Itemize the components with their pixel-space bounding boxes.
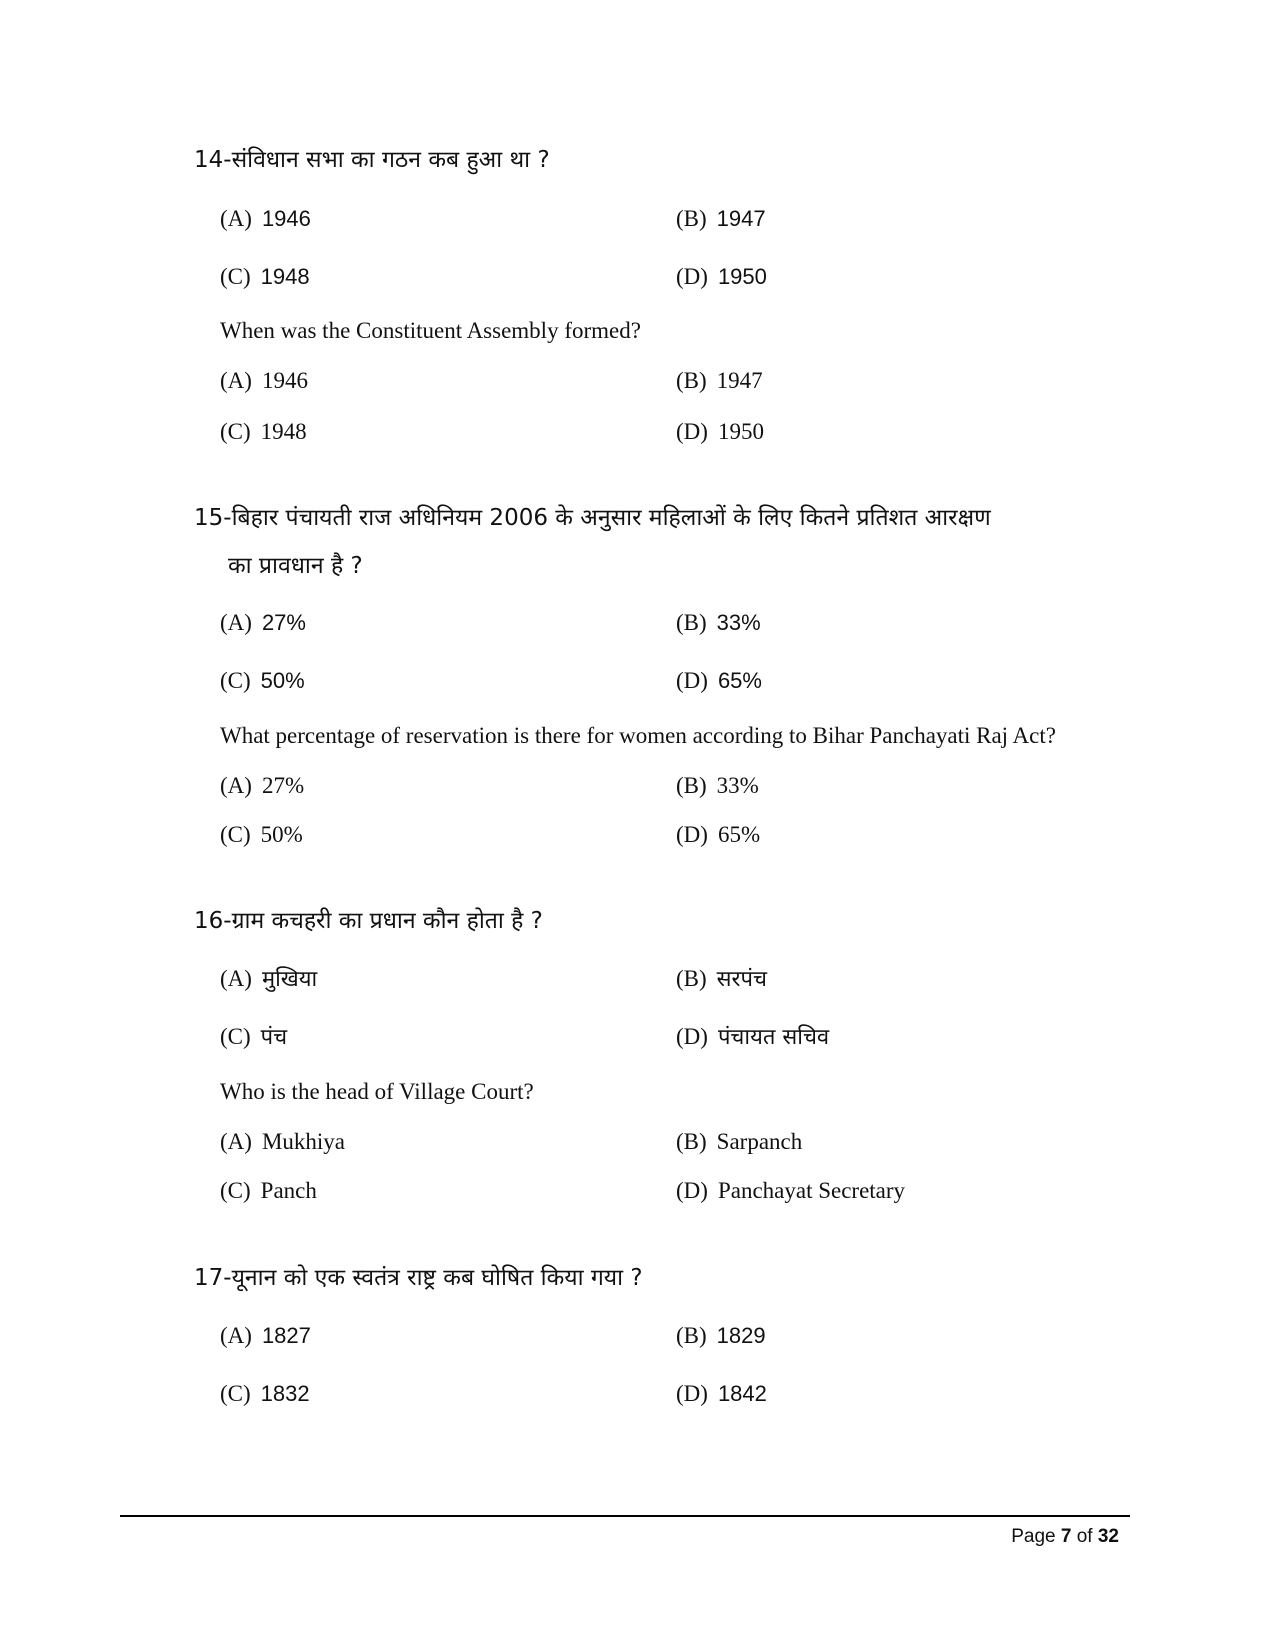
question-15-hindi-line2: का प्रावधान है ? (228, 553, 363, 579)
q16-en-option-b: (B) Sarpanch (676, 1129, 803, 1154)
q14-hi-option-c: (C) 1948 (220, 264, 310, 289)
q14-hi-option-b: (B) 1947 (676, 206, 766, 231)
question-14-hindi: 14-संविधान सभा का गठन कब हुआ था ? (194, 147, 550, 173)
q17-hi-option-a: (A) 1827 (220, 1323, 311, 1348)
question-16-english: Who is the head of Village Court? (220, 1079, 534, 1104)
page-current: 7 (1060, 1526, 1072, 1547)
q15-en-option-a: (A) 27% (220, 773, 305, 798)
q15-en-option-d: (D) 65% (676, 822, 761, 847)
q16-en-option-d: (D) Panchayat Secretary (676, 1178, 906, 1203)
q14-en-option-a: (A) 1946 (220, 368, 308, 393)
q16-hi-option-b: (B) सरपंच (676, 966, 768, 992)
question-16-hindi: 16-ग्राम कचहरी का प्रधान कौन होता है ? (194, 908, 543, 934)
q17-hi-option-c: (C) 1832 (220, 1381, 310, 1406)
question-17-hindi: 17-यूनान को एक स्वतंत्र राष्ट्र कब घोषित किया गया ? (194, 1265, 643, 1291)
question-14-english: When was the Constituent Assembly formed? (220, 318, 641, 343)
page-of: of (1076, 1526, 1093, 1547)
q15-hi-option-a: (A) 27% (220, 610, 306, 635)
q14-hi-option-a: (A) 1946 (220, 206, 311, 231)
q17-hi-option-b: (B) 1829 (676, 1323, 766, 1348)
q14-en-option-b: (B) 1947 (676, 368, 763, 393)
q17-hi-option-d: (D) 1842 (676, 1381, 767, 1406)
q15-en-option-c: (C) 50% (220, 822, 303, 847)
question-15-english: What percentage of reservation is there for women according to Bihar Panchayati Raj Act? (220, 723, 1056, 748)
footer-divider (120, 1515, 1130, 1517)
q14-hi-option-d: (D) 1950 (676, 264, 767, 289)
q16-hi-option-a: (A) मुखिया (220, 966, 318, 992)
q16-en-option-c: (C) Panch (220, 1178, 317, 1203)
q15-en-option-b: (B) 33% (676, 773, 759, 798)
page-prefix: Page (1011, 1526, 1056, 1547)
question-15-hindi-line1: 15-बिहार पंचायती राज अधिनियम 2006 के अनुसार महिलाओं के लिए कितने प्रतिशत आरक्षण (194, 505, 991, 531)
q14-en-option-c: (C) 1948 (220, 419, 307, 444)
q16-hi-option-d: (D) पंचायत सचिव (676, 1024, 830, 1050)
q16-en-option-a: (A) Mukhiya (220, 1129, 345, 1154)
q15-hi-option-d: (D) 65% (676, 668, 762, 693)
q14-en-option-d: (D) 1950 (676, 419, 764, 444)
q15-hi-option-c: (C) 50% (220, 668, 305, 693)
page-total: 32 (1097, 1526, 1119, 1547)
q15-hi-option-b: (B) 33% (676, 610, 761, 635)
page-number (1011, 1524, 1119, 1550)
q16-hi-option-c: (C) पंच (220, 1024, 288, 1050)
